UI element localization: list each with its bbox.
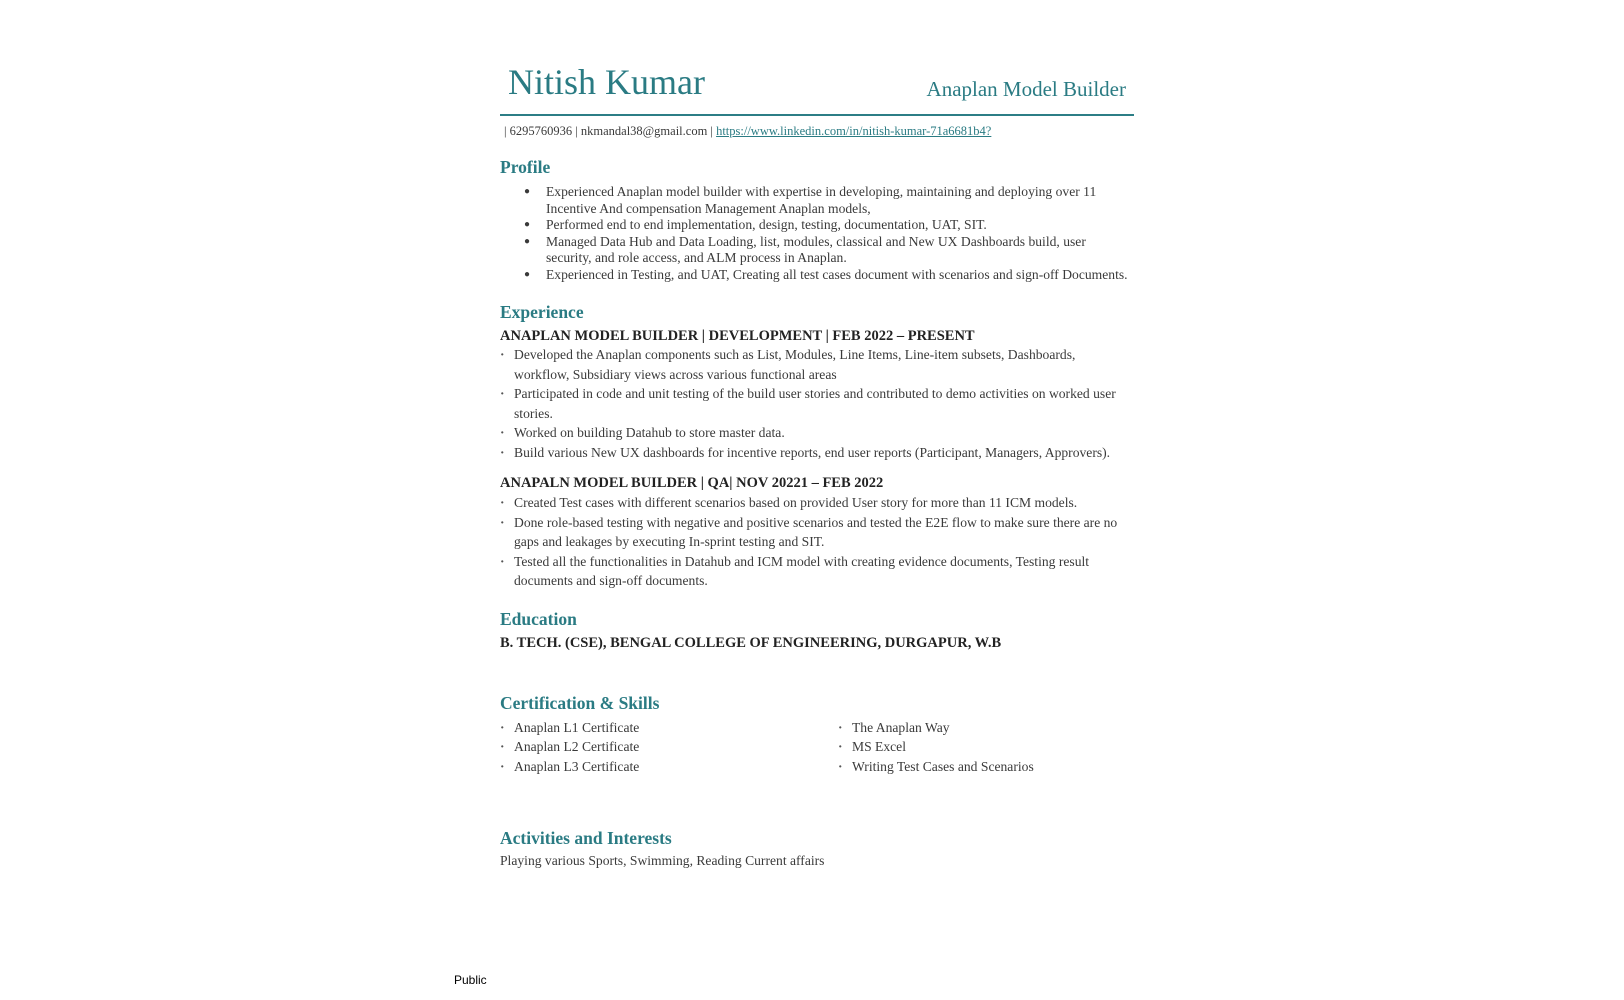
list-item: ● Experienced Anaplan model builder with expertise in developing, maintaining and deploying over 11 Incentive And compensation Management Anaplan models, — [500, 184, 1134, 217]
degree: B. TECH. (CSE), BENGAL COLLEGE OF ENGINEERING, DURGAPUR, W.B — [500, 634, 1002, 651]
candidate-name: Nitish Kumar — [508, 62, 705, 102]
resume-header — [500, 60, 1134, 116]
list-item: ● Experienced in Testing, and UAT, Creating all test cases document with scenarios and sign-off Documents. — [500, 267, 1134, 284]
list-item: · Anaplan L3 Certificate — [500, 757, 830, 777]
list-item: · Developed the Anaplan components such as List, Modules, Line Items, Line-item subsets, Dashboards, workflow, Subsidiary views across various functional areas — [500, 345, 1134, 384]
experience-heading: Experience — [500, 301, 584, 322]
job-entry — [500, 474, 1134, 590]
list-item: · Worked on building Datahub to store master data. — [500, 423, 1134, 443]
activities-heading: Activities and Interests — [500, 827, 672, 848]
profile-section — [500, 157, 1134, 284]
list-item: · Anaplan L2 Certificate — [500, 737, 830, 757]
list-item: · Build various New UX dashboards for incentive reports, end user reports (Participant, Managers, Approvers). — [500, 443, 1134, 463]
list-item: · Participated in code and unit testing of the build user stories and contributed to demo activities on worked user stories. — [500, 384, 1134, 423]
activities-section — [500, 828, 1134, 869]
skills-columns — [500, 718, 1134, 782]
contact-details: | 6295760936 | nkmandal38@gmail.com | — [504, 124, 717, 138]
list-item: · Tested all the functionalities in Datahub and ICM model with creating evidence documents, Testing result documents and sign-off documents. — [500, 552, 1134, 591]
experience-section — [500, 302, 1134, 591]
job-title: ANAPLAN MODEL BUILDER | DEVELOPMENT | FEB 2022 – PRESENT — [500, 327, 975, 344]
list-item: · Created Test cases with different scenarios based on provided User story for more than 11 ICM models. — [500, 493, 1134, 513]
profile-heading: Profile — [500, 157, 551, 177]
job-entry — [500, 327, 1134, 463]
candidate-role: Anaplan Model Builder — [926, 77, 1126, 101]
resume-page — [500, 60, 1134, 869]
list-item: · Anaplan L1 Certificate — [500, 718, 830, 738]
contact-line — [500, 124, 1134, 139]
profile-list — [500, 184, 1134, 284]
classification-label: Public — [454, 973, 487, 987]
list-item: ● Managed Data Hub and Data Loading, list, modules, classical and New UX Dashboards build, user security, and role access, and ALM process in Anaplan. — [500, 234, 1134, 267]
job-duties — [500, 345, 1134, 462]
education-section — [500, 609, 1134, 653]
list-item: · Writing Test Cases and Scenarios — [838, 757, 1138, 777]
list-item: · Done role-based testing with negative and positive scenarios and tested the E2E flow to make sure there are no gaps and leakages by executing In-sprint testing and SIT. — [500, 513, 1134, 552]
skills-list — [838, 718, 1138, 777]
list-item: ● Performed end to end implementation, design, testing, documentation, UAT, SIT. — [500, 217, 1134, 234]
skills-heading: Certification & Skills — [500, 692, 660, 713]
certification-list — [500, 718, 830, 777]
list-item: · The Anaplan Way — [838, 718, 1138, 738]
job-duties — [500, 493, 1134, 591]
linkedin-link[interactable]: https://www.linkedin.com/in/nitish-kumar-71a6681b4? — [716, 124, 992, 138]
activities-text: Playing various Sports, Swimming, Reading Current affairs — [500, 852, 825, 868]
job-title: ANAPALN MODEL BUILDER | QA| NOV 20221 – FEB 2022 — [500, 475, 884, 492]
list-item: · MS Excel — [838, 737, 1138, 757]
education-heading: Education — [500, 608, 577, 629]
skills-section — [500, 693, 1134, 782]
